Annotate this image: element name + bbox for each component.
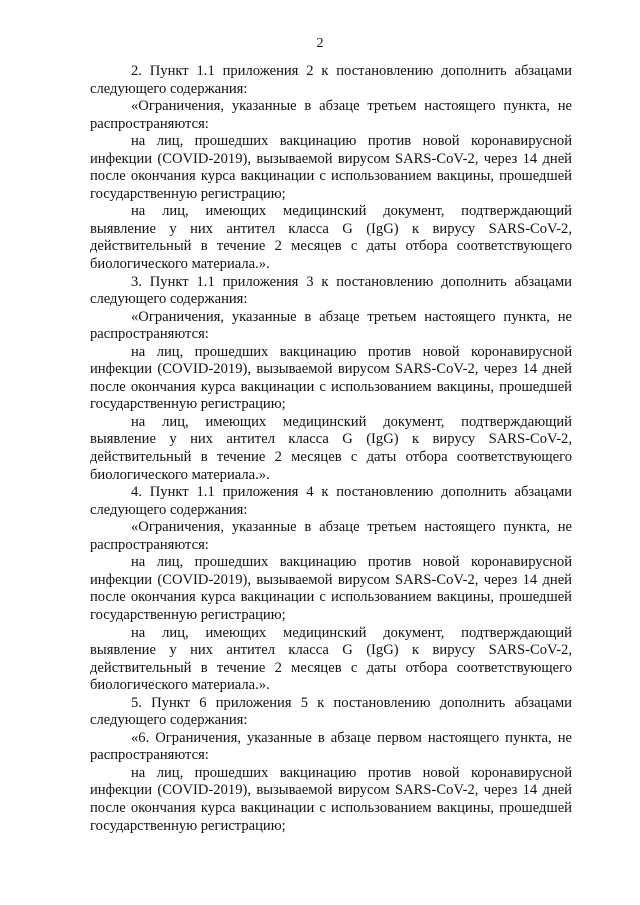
paragraph-restrictions-intro: «Ограничения, указанные в абзаце третьем настоящего пункта, не распространяются:	[90, 519, 572, 553]
paragraph-item-2-header: 2. Пункт 1.1 приложения 2 к постановлению дополнить абзацами следующего содержания:	[90, 63, 572, 97]
paragraph-item-4-header: 4. Пункт 1.1 приложения 4 к постановлению дополнить абзацами следующего содержания:	[90, 484, 572, 518]
paragraph-antibody-holders: на лиц, имеющих медицинский документ, подтверждающий выявление у них антител класса G (IgG) к вирусу SARS-CoV-2, действительный в течение 2 месяцев с даты отбора соответствующего биологического материала.».	[90, 624, 572, 694]
paragraph-vaccinated-persons: на лиц, прошедших вакцинацию против новой коронавирусной инфекции (COVID-2019), вызываемой вирусом SARS-CoV-2, через 14 дней после окончания курса вакцинации с использованием вакцины, прошедшей государственную регистрацию;	[90, 764, 572, 834]
paragraph-vaccinated-persons: на лиц, прошедших вакцинацию против новой коронавирусной инфекции (COVID-2019), вызываемой вирусом SARS-CoV-2, через 14 дней после окончания курса вакцинации с использованием вакцины, прошедшей государственную регистрацию;	[90, 133, 572, 202]
page-number: 2	[316, 36, 324, 51]
paragraph-antibody-holders: на лиц, имеющих медицинский документ, подтверждающий выявление у них антител класса G (IgG) к вирусу SARS-CoV-2, действительный в течение 2 месяцев с даты отбора соответствующего биологического материала.».	[90, 203, 572, 273]
paragraph-item-3-header: 3. Пункт 1.1 приложения 3 к постановлению дополнить абзацами следующего содержания:	[90, 273, 572, 308]
paragraph-restrictions-intro: «Ограничения, указанные в абзаце третьем настоящего пункта, не распространяются:	[90, 308, 572, 343]
paragraph-restrictions-intro: «6. Ограничения, указанные в абзаце первом настоящего пункта, не распространяются:	[90, 729, 572, 764]
paragraph-vaccinated-persons: на лиц, прошедших вакцинацию против новой коронавирусной инфекции (COVID-2019), вызываемой вирусом SARS-CoV-2, через 14 дней после окончания курса вакцинации с использованием вакцины, прошедшей государственную регистрацию;	[90, 343, 572, 413]
paragraph-restrictions-intro: «Ограничения, указанные в абзаце третьем настоящего пункта, не распространяются:	[90, 98, 572, 132]
paragraph-vaccinated-persons: на лиц, прошедших вакцинацию против новой коронавирусной инфекции (COVID-2019), вызываемой вирусом SARS-CoV-2, через 14 дней после окончания курса вакцинации с использованием вакцины, прошедшей государственную регистрацию;	[90, 554, 572, 623]
paragraph-item-5-header: 5. Пункт 6 приложения 5 к постановлению дополнить абзацами следующего содержания:	[90, 694, 572, 729]
document-body	[90, 63, 572, 835]
paragraph-antibody-holders: на лиц, имеющих медицинский документ, подтверждающий выявление у них антител класса G (IgG) к вирусу SARS-CoV-2, действительный в течение 2 месяцев с даты отбора соответствующего биологического материала.».	[90, 413, 572, 483]
